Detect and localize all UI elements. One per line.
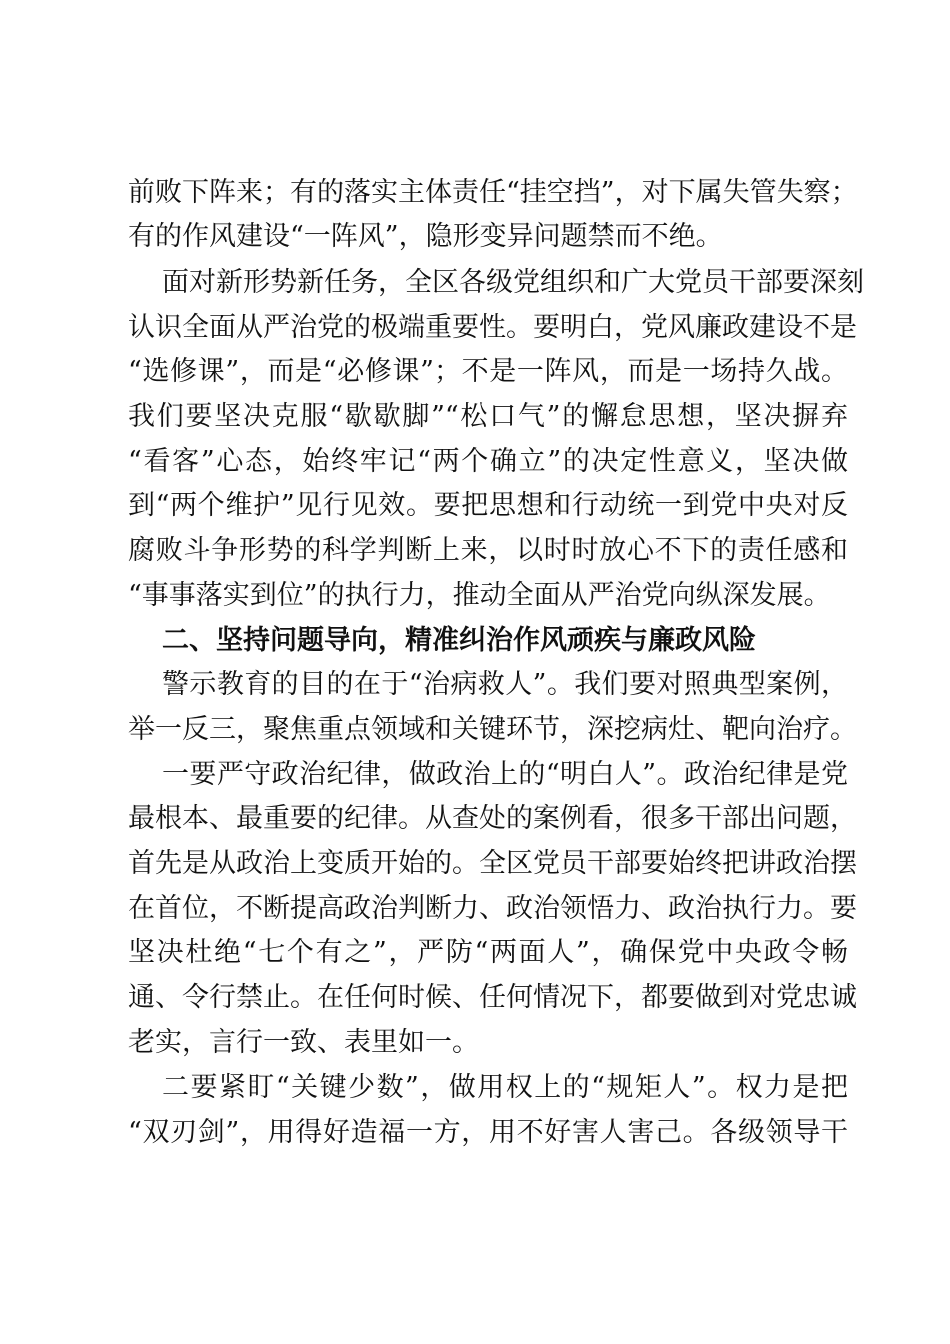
text-line: 前败下阵来；有的落实主体责任“挂空挡”，对下属失管失察； — [128, 177, 858, 208]
text-line: 到“两个维护”见行见效。要把思想和行动统一到党中央对反 — [128, 490, 848, 521]
text-line: 首先是从政治上变质开始的。全区党员干部要始终把讲政治摆 — [128, 848, 857, 879]
paragraph-first-line: 二要紧盯“关键少数”，做用权上的“规矩人”。权力是把 — [162, 1072, 848, 1103]
text-line: 举一反三，聚焦重点领域和关键环节，深挖病灶、靶向治疗。 — [128, 714, 857, 745]
text-line: 在首位，不断提高政治判断力、政治领悟力、政治执行力。要 — [128, 893, 857, 924]
text-line: 有的作风建设“一阵风”，隐形变异问题禁而不绝。 — [128, 221, 723, 252]
text-line: “选修课”，而是“必修课”；不是一阵风，而是一场持久战。 — [128, 356, 848, 387]
paragraph-first-line: 警示教育的目的在于“治病救人”。我们要对照典型案例， — [162, 669, 848, 700]
text-line: 坚决杜绝“七个有之”，严防“两面人”，确保党中央政令畅 — [128, 937, 848, 968]
text-line: 通、令行禁止。在任何时候、任何情况下，都要做到对党忠诚 — [128, 982, 857, 1013]
text-line: “事事落实到位”的执行力，推动全面从严治党向纵深发展。 — [128, 580, 831, 611]
text-line: 我们要坚决克服“歇歇脚”“松口气”的懈怠思想，坚决摒弃 — [128, 401, 848, 432]
text-line: 老实，言行一致、表里如一。 — [128, 1027, 479, 1058]
text-line: 认识全面从严治党的极端重要性。要明白，党风廉政建设不是 — [128, 312, 857, 343]
paragraph-first-line: 一要严守政治纪律，做政治上的“明白人”。政治纪律是党 — [162, 759, 848, 790]
text-line: 腐败斗争形势的科学判断上来，以时时放心不下的责任感和 — [128, 535, 848, 566]
paragraph-first-line: 面对新形势新任务，全区各级党组织和广大党员干部要深刻 — [162, 267, 864, 298]
text-line: “双刃剑”，用得好造福一方，用不好害人害己。各级领导干 — [128, 1117, 848, 1148]
text-line: “看客”心态，始终牢记“两个确立”的决定性意义，坚决做 — [128, 446, 848, 477]
section-heading: 二、坚持问题导向，精准纠治作风顽疾与廉政风险 — [162, 625, 756, 656]
text-line: 最根本、最重要的纪律。从查处的案例看，很多干部出问题， — [128, 803, 857, 834]
